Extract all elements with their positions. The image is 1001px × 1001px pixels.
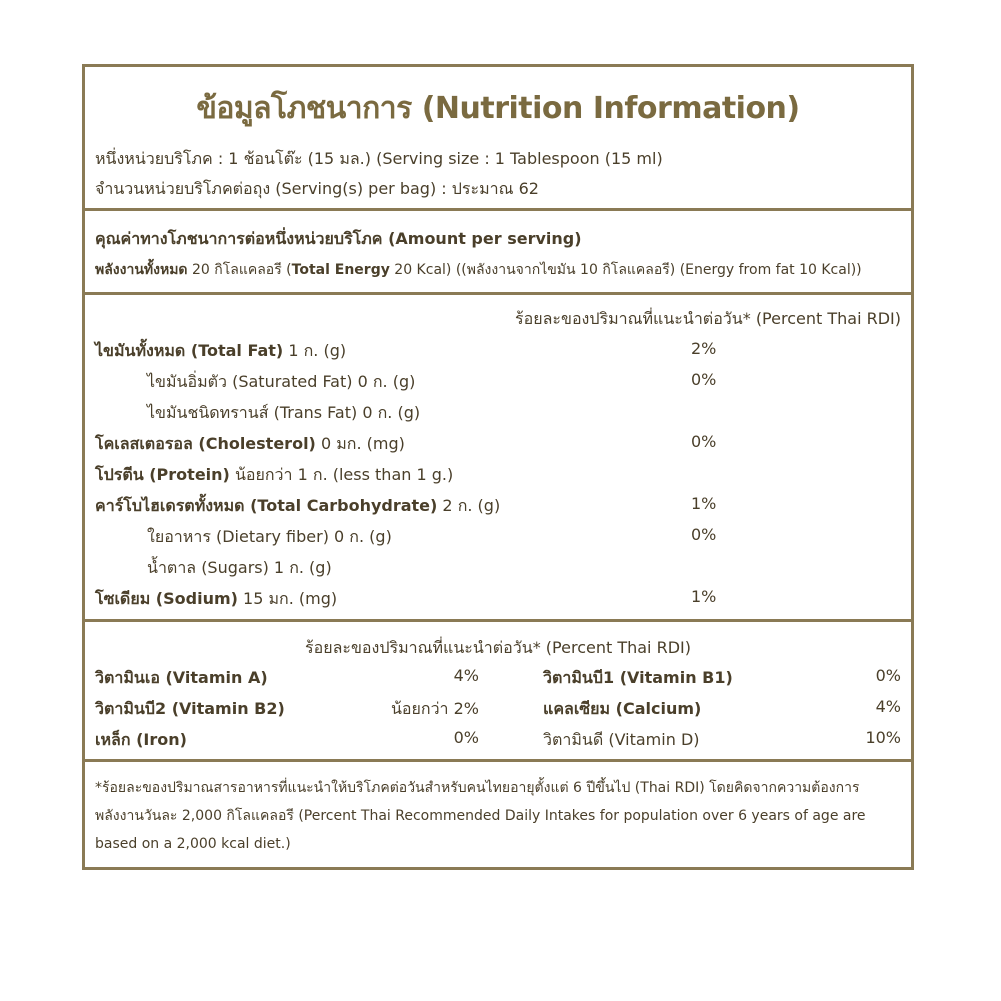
nutrient-percent: 2%: [691, 339, 717, 358]
nutrient-name: ไขมันทั้งหมด (Total Fat): [95, 341, 284, 360]
nutrient-amount: 0 มก. (mg): [315, 434, 405, 453]
nutrient-row: [85, 556, 911, 584]
nutrient-amount: 1 ก. (g): [283, 341, 347, 360]
energy-label-th: พลังงานทั้งหมด: [95, 262, 188, 278]
footnote-text: *ร้อยละของปริมาณสารอาหารที่แนะนำให้บริโภคต่อวันสำหรับคนไทยอายุตั้งแต่ 6 ปีขึ้นไป (Thai RDI) โดยคิดจากความต้องการพลังงานวันละ 2,000 กิโลแคลอรี (Percent Thai Recommended Daily Intakes for population over 6 years of age are based on a 2,000 kcal diet.): [95, 780, 866, 852]
nutrient-label: [95, 587, 337, 612]
nutrient-row: [85, 587, 911, 615]
nutrient-row: [85, 432, 911, 460]
nutrient-name: โซเดียม (Sodium): [95, 589, 238, 608]
nutrient-name: โคเลสเตอรอล (Cholesterol): [95, 434, 316, 453]
nutrient-percent: 1%: [691, 494, 717, 513]
footnote-section: [85, 762, 911, 867]
nutrient-row: [85, 463, 911, 491]
label-title: ข้อมูลโภชนาการ (Nutrition Information): [196, 91, 800, 126]
nutrient-row: [85, 525, 911, 553]
nutrient-row: [85, 494, 911, 522]
nutrient-amount: น้ำตาล (Sugars) 1 ก. (g): [147, 558, 332, 577]
vitamin-percent: น้อยกว่า 2%: [390, 699, 479, 718]
vitamin-percent: 10%: [865, 728, 901, 747]
energy-label-en: Total Energy: [291, 262, 390, 278]
amount-section: [85, 211, 911, 295]
rdi-header: ร้อยละของปริมาณที่แนะนำต่อวัน* (Percent Thai RDI): [515, 309, 901, 328]
amount-heading: คุณค่าทางโภชนาการต่อหนึ่งหน่วยบริโภค (Amount per serving): [95, 229, 582, 248]
nutrient-amount: ไขมันชนิดทรานส์ (Trans Fat) 0 ก. (g): [147, 403, 421, 422]
nutrient-label: [147, 525, 392, 550]
energy-value: 20 กิโลแคลอรี (: [191, 262, 292, 278]
vitamin-label: วิตามินเอ (Vitamin A): [95, 668, 268, 687]
nutrient-amount: ไขมันอิ่มตัว (Saturated Fat) 0 ก. (g): [147, 372, 416, 391]
nutrient-percent: 0%: [691, 432, 717, 451]
energy-detail: 20 Kcal) ((พลังงานจากไขมัน 10 กิโลแคลอรี) (Energy from fat 10 Kcal)): [394, 262, 862, 278]
nutrient-amount: 15 มก. (mg): [237, 589, 338, 608]
total-energy-line: [95, 259, 862, 281]
nutrient-label: [147, 370, 415, 395]
nutrient-percent: 1%: [691, 587, 717, 606]
nutrient-amount: ใยอาหาร (Dietary fiber) 0 ก. (g): [147, 527, 392, 546]
vitamin-label: วิตามินบี1 (Vitamin B1): [543, 668, 733, 687]
nutrient-amount: 2 ก. (g): [437, 496, 501, 515]
nutrient-label: [95, 432, 405, 457]
nutrient-label: [147, 401, 420, 426]
nutrient-name: คาร์โบไฮเดรตทั้งหมด (Total Carbohydrate): [95, 496, 438, 515]
vitamin-label: วิตามินบี2 (Vitamin B2): [95, 699, 285, 718]
nutrient-row: [85, 370, 911, 398]
vitamin-percent: 0%: [453, 728, 479, 747]
vitamin-label: เหล็ก (Iron): [95, 730, 187, 749]
nutrient-percent: 0%: [691, 370, 717, 389]
nutrient-label: [95, 463, 453, 488]
nutrients-section: [85, 295, 911, 622]
serving-size: หนึ่งหน่วยบริโภค : 1 ช้อนโต๊ะ (15 มล.) (Serving size : 1 Tablespoon (15 ml): [95, 149, 663, 168]
vitamin-percent: 0%: [875, 666, 901, 685]
nutrient-label: [147, 556, 332, 581]
nutrient-label: [95, 339, 346, 364]
nutrient-row: [85, 339, 911, 367]
nutrient-percent: 0%: [691, 525, 717, 544]
vitamin-label: แคลเซียม (Calcium): [543, 699, 702, 718]
servings-per-bag: จำนวนหน่วยบริโภคต่อถุง (Serving(s) per bag) : ประมาณ 62: [95, 179, 539, 198]
nutrient-name: โปรตีน (Protein): [95, 465, 230, 484]
vitamins-section: [85, 622, 911, 762]
vitamin-label: วิตามินดี (Vitamin D): [543, 730, 700, 749]
nutrient-label: [95, 494, 500, 519]
vitamin-percent: 4%: [875, 697, 901, 716]
vitamin-rdi-header: ร้อยละของปริมาณที่แนะนำต่อวัน* (Percent Thai RDI): [305, 638, 691, 657]
nutrient-amount: น้อยกว่า 1 ก. (less than 1 g.): [229, 465, 454, 484]
header-section: [85, 67, 911, 211]
nutrition-label-panel: [82, 64, 914, 870]
nutrient-row: [85, 401, 911, 429]
vitamin-percent: 4%: [453, 666, 479, 685]
